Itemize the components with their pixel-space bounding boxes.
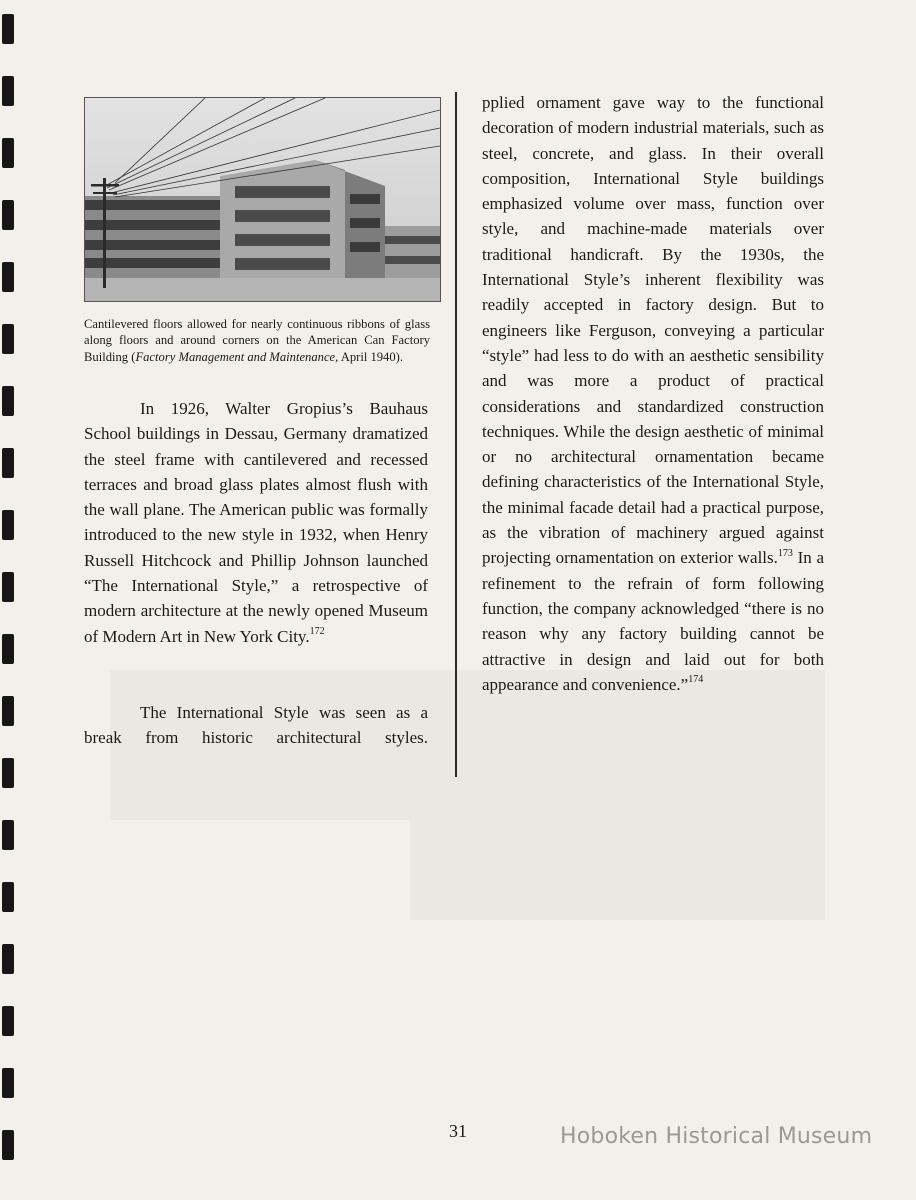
- watermark: Hoboken Historical Museum: [560, 1124, 873, 1149]
- left-column-paragraph-1: [84, 396, 428, 649]
- bleed-through-photo: [410, 820, 825, 920]
- paragraph-text: In 1926, Walter Gropius’s Bauhaus School buildings in Dessau, Germany dramatized the steel frame with cantilevered and recessed terraces and broad glass plates almost flush with the wall plane. The American public was formally introduced to the new style in 1932, when Henry Russell Hitchcock and Phillip Johnson launched “The International Style,” a retrospective of modern architecture at the newly opened Museum of Modern Art in New York City.: [84, 399, 428, 646]
- paragraph-text: The International Style was seen as a break from historic architectural styles.: [84, 703, 428, 748]
- caption-source-title: Factory Management and Maintenance,: [135, 349, 339, 364]
- factory-photo: [84, 97, 441, 302]
- footnote-marker: 172: [309, 626, 325, 638]
- paragraph-text: In a refinement to the refrain of form following function, the company acknowledged “there is no reason why any factory building cannot be attractive in design and laid out for both appearance and convenience.”: [482, 548, 824, 694]
- right-column: [482, 90, 824, 697]
- page-number: 31: [449, 1121, 467, 1141]
- column-divider: [455, 92, 457, 777]
- caption-text: Cantilevered floors allowed for nearly continuous ribbons of glass along floors and around corners on the American Can Factory Building (: [84, 317, 430, 364]
- photo-caption: [84, 316, 430, 365]
- footnote-marker: 173: [777, 547, 793, 559]
- footnote-marker: 174: [688, 674, 704, 686]
- caption-date: April 1940).: [338, 349, 403, 364]
- paragraph-text: pplied ornament gave way to the functional decoration of modern industrial materials, such as steel, concrete, and glass. In their overall composition, International Style buildings emphasized volume over mass, function over style, and machine-made materials over traditional handicraft. By the 1930s, the International Style’s inherent flexibility was readily accepted in factory design. But to engineers like Ferguson, conveying a particular “style” had less to do with an aesthetic sensibility and was more a product of practical considerations and standardized construction techniques. While the design aesthetic of minimal or no architectural ornamentation became defining characteristics of the International Style, the minimal facade detail had a practical purpose, as the vibration of machinery argued against projecting ornamentation on exterior walls.: [482, 93, 824, 568]
- spiral-binding: [0, 0, 24, 1200]
- left-column-paragraph-2: [84, 700, 428, 751]
